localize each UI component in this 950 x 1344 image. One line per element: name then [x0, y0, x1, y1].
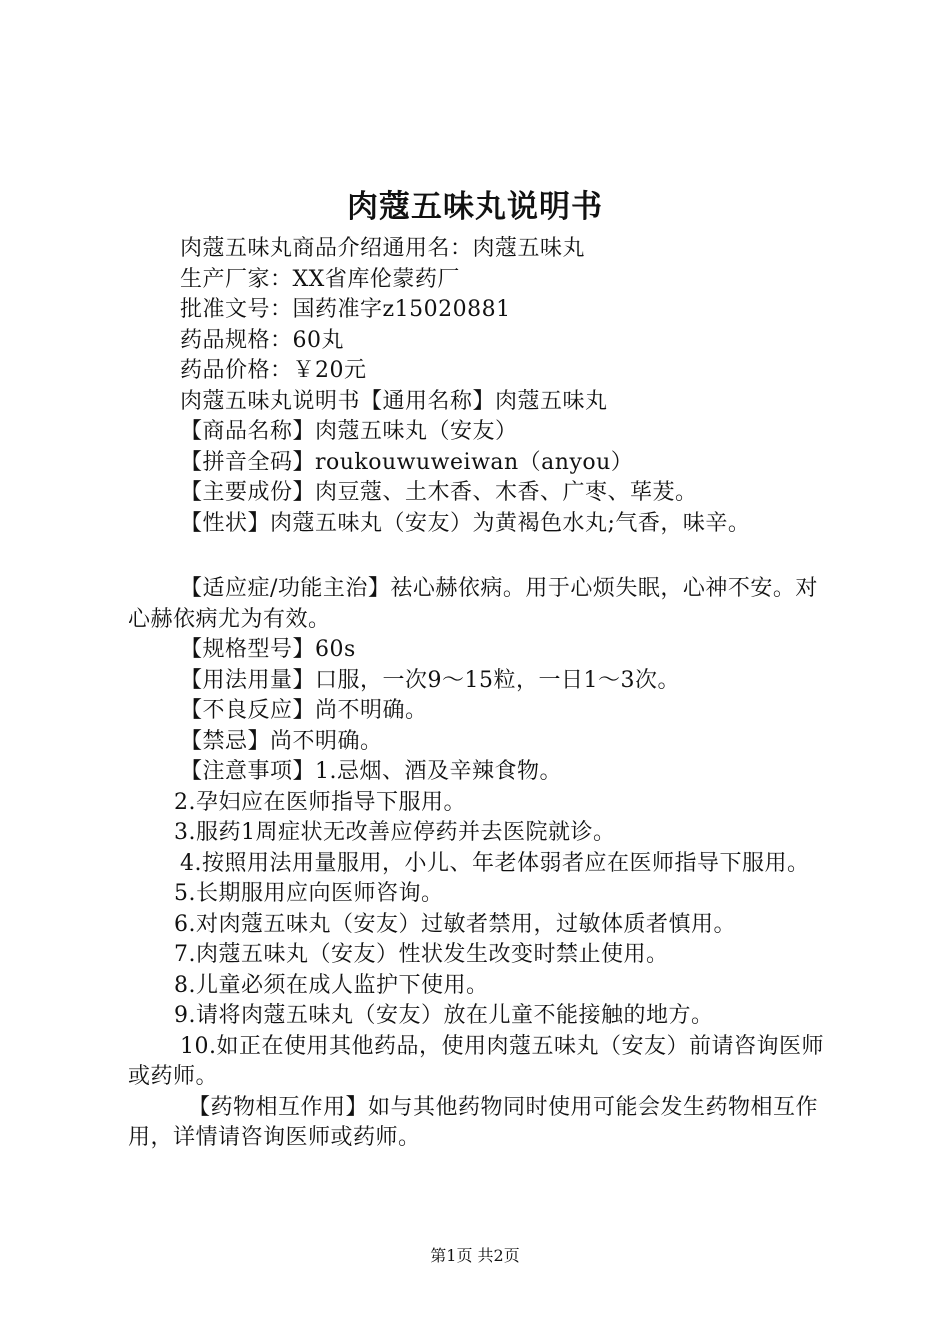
- info-line: 【注意事项】1.忌烟、酒及辛辣食物。: [180, 759, 562, 784]
- paragraph-spacer: [128, 539, 838, 574]
- document-body: [128, 234, 838, 1154]
- precaution-item: 9.请将肉蔻五味丸（安友）放在儿童不能接触的地方。: [174, 1003, 714, 1028]
- info-line: 肉蔻五味丸商品介绍通用名：肉蔻五味丸: [180, 236, 586, 261]
- precaution-item: 3.服药1周症状无改善应停药并去医院就诊。: [174, 820, 616, 845]
- info-line: 【商品名称】肉蔻五味丸（安友）: [180, 419, 518, 444]
- precaution-item: 10.如正在使用其他药品，使用肉蔻五味丸（安友）前请咨询医师或药师。: [128, 1033, 824, 1089]
- info-line: 【用法用量】口服，一次9～15粒，一日1～3次。: [180, 667, 680, 693]
- precaution-item: 6.对肉蔻五味丸（安友）过敏者禁用，过敏体质者慎用。: [174, 911, 736, 937]
- page-number: 第1页 共2页: [430, 1246, 520, 1265]
- precaution-item: 7.肉蔻五味丸（安友）性状发生改变时禁止使用。: [174, 942, 669, 967]
- indications-paragraph: 【适应症/功能主治】祛心赫依病。用于心烦失眠，心神不安。对心赫依病尤为有效。: [128, 576, 818, 632]
- document-title: 肉蔻五味丸说明书: [347, 189, 603, 225]
- info-line: 批准文号：国药准字z15020881: [180, 297, 511, 322]
- info-line: 药品价格：￥20元: [180, 358, 367, 383]
- precaution-item: 5.长期服用应向医师咨询。: [174, 881, 444, 906]
- info-line: 肉蔻五味丸说明书【通用名称】肉蔻五味丸: [180, 388, 608, 414]
- info-line: 【拼音全码】roukouwuweiwan（anyou）: [180, 449, 634, 475]
- info-line: 【规格型号】60s: [180, 637, 356, 662]
- precaution-item: 2.孕妇应在医师指导下服用。: [174, 789, 466, 815]
- info-line: 药品规格：60丸: [180, 327, 344, 353]
- info-line: 【不良反应】尚不明确。: [180, 698, 428, 723]
- info-line: 【主要成份】肉豆蔻、土木香、木香、广枣、荜茇。: [180, 480, 698, 505]
- info-line: 生产厂家：XX省库伦蒙药厂: [180, 266, 460, 292]
- interaction-paragraph: 【药物相互作用】如与其他药物同时使用可能会发生药物相互作用，详情请咨询医师或药师。: [128, 1094, 819, 1150]
- info-line: 【禁忌】尚不明确。: [180, 728, 383, 754]
- info-line: 【性状】肉蔻五味丸（安友）为黄褐色水丸;气香，味辛。: [180, 510, 751, 536]
- precaution-item: 4.按照用法用量服用，小儿、年老体弱者应在医师指导下服用。: [180, 850, 810, 876]
- precaution-item: 8.儿童必须在成人监护下使用。: [174, 972, 489, 998]
